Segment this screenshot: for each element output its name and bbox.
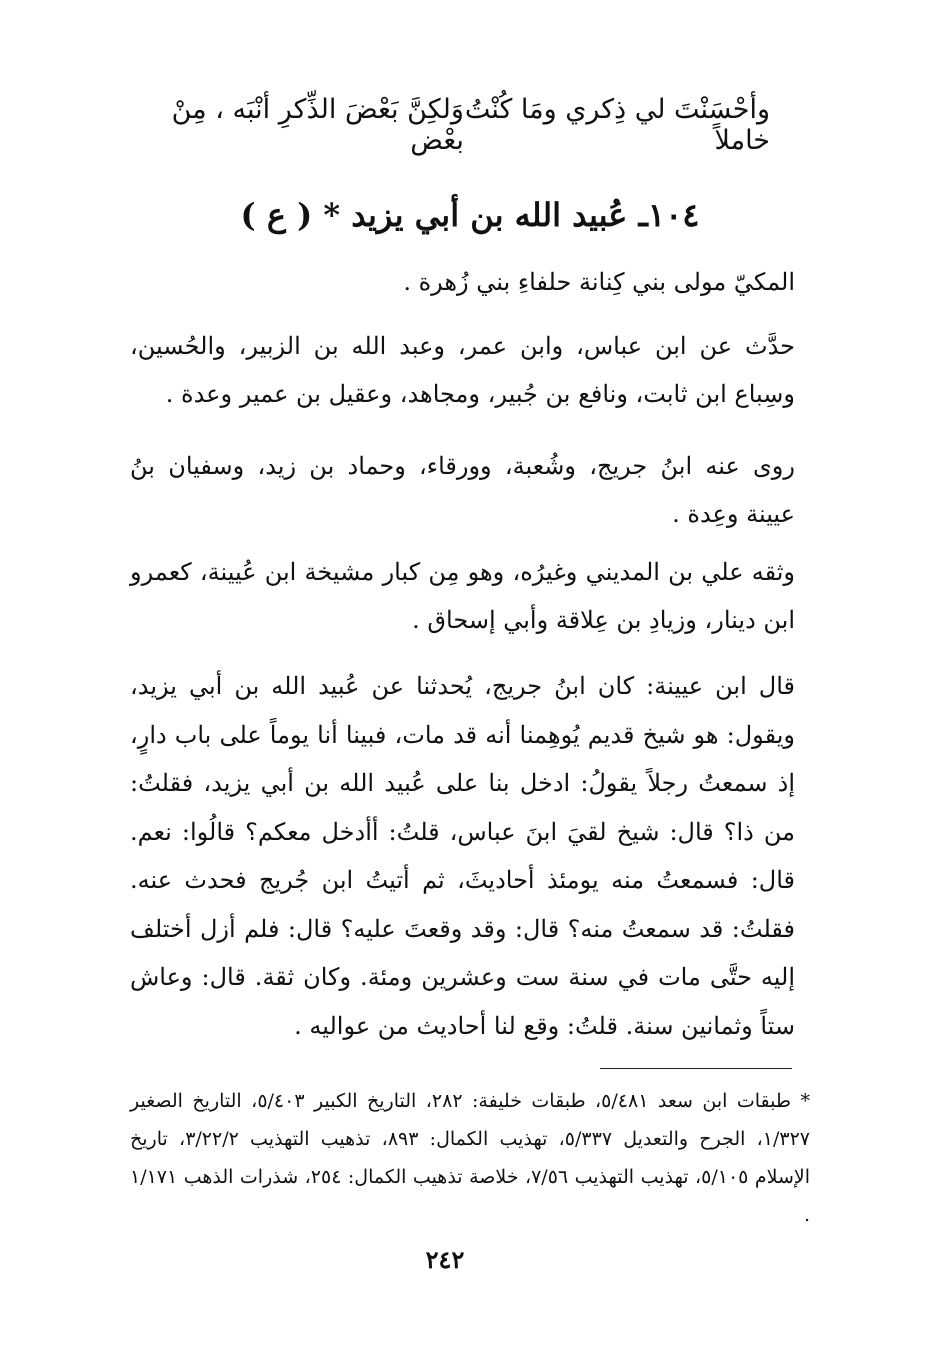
- students-paragraph: روى عنه ابنُ جريج، وشُعبة، وورقاء، وحماد بن زيد، وسفيان بنُ عيينة وعِدة .: [130, 452, 795, 528]
- page-number: ٢٤٢: [425, 1245, 465, 1274]
- entry-heading: ١٠٤ـ عُبيد الله بن أبي يزيد * ( ع ): [240, 196, 700, 234]
- narration-paragraph: قال ابن عيينة: كان ابنُ جريج، يُحدثنا عن عُبيد الله بن أبي يزيد، ويقول: هو شيخ قديم يُوهِمنا أنه قد مات، فبينا أنا يوماً على باب دارٍ، إذ سمعتُ رجلاً يقولُ: ادخل بنا على عُبيد الله بن أبي يزيد، فقلتُ: من ذا؟ قال: شيخ لقيَ ابنَ عباس، قلتُ: أأدخل معكم؟ قالُوا: نعم. قال: فسمعتُ منه يومئذ أحاديثَ، ثم أتيتُ ابن جُريج فحدث عنه. فقلتُ: قد سمعتُ منه؟ قال: وقد وقعتَ عليه؟ قال: فلم أزل أختلف إليه حتَّى مات في سنة ست وعشرين ومئة. وكان ثقة. قال: وعاش ستاً وثمانين سنة. قلتُ: وقع لنا أحاديث من عواليه .: [130, 672, 795, 1040]
- reliability-paragraph: وثقه علي بن المديني وغيرُه، وهو مِن كبار مشيخة ابن عُيينة، كعمرو ابن دينار، وزيادِ بن عِلاقة وأبي إسحاق .: [130, 558, 795, 634]
- footnote-separator: [600, 1068, 792, 1069]
- verse-first-hemistich: وأحْسَنْتَ لي ذِكري ومَا كُنْتُ خاملاً: [464, 94, 770, 156]
- sources-footnote: * طبقات ابن سعد ٥/٤٨١، طبقات خليفة: ٢٨٢، التاريخ الكبير ٥/٤٠٣، التاريخ الصغير ١/٣٢٧، الجرح والتعديل ٥/٣٣٧، تهذيب الكمال: ٨٩٣، تذهيب التهذيب ٣/٢٢/٢، تاريخ الإسلام ٥/١٠٥، تهذيب التهذيب ٧/٥٦، خلاصة تذهيب الكمال: ٢٥٤، شذرات الذهب ١/١٧١ .: [130, 1090, 811, 1226]
- entry-nisba-paragraph: المكيّ مولى بني كِنانة حلفاءِ بني زُهرة .: [403, 268, 795, 296]
- poem-verse: [170, 94, 770, 156]
- teachers-paragraph: حدَّث عن ابن عباس، وابن عمر، وعبد الله بن الزبير، والحُسين، وسِباع ابن ثابت، ونافع بن جُبير، ومجاهد، وعقيل بن عمير وعدة .: [130, 332, 795, 408]
- verse-second-hemistich: وَلكِنَّ بَعْضَ الذِّكرِ أنْبَه ، مِنْ بعْض: [171, 94, 464, 156]
